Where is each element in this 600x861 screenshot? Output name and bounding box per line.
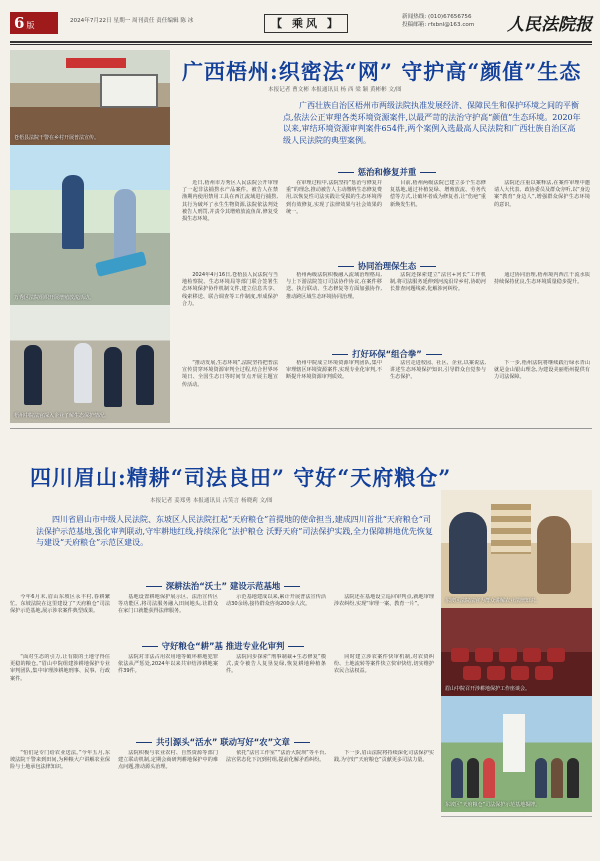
- photo-figure: [114, 189, 136, 263]
- photo-banner: [66, 58, 126, 68]
- text-column: 法院同步探索“刑事制裁+生态修复”模式,责令被告人复垦复绿,恢复耕地种植条件。: [226, 654, 326, 675]
- newspaper-logo: 人民法院报: [507, 15, 592, 35]
- photo-legal-outreach: [10, 50, 170, 145]
- issue-info: 2024年7月22日 星期一 周刊责任 责任编辑 陈 冰: [70, 18, 194, 24]
- email: 投稿邮箱: rfxbnl@163.com: [402, 22, 475, 28]
- photo-meeting: [441, 608, 592, 696]
- photo-seat: [499, 648, 517, 662]
- article2-section-body: [10, 594, 434, 636]
- text-column: 法院还在基地设立巡回审判点,就地审理涉农纠纷,实现“审理一案、教育一片”。: [334, 594, 434, 608]
- text-column: “推动发展,生态环境”,法院坚持把普法宣传贯穿环境资源审判全过程,结合世界环境日、全国生态日等时间节点开展主题宣传活动。: [182, 360, 278, 388]
- text-column: 法官走进校园、社区、企业,以案说法,讲述生态环境保护知识,引导群众自觉参与生态保护。: [390, 360, 486, 381]
- text-column: 2024年4月16日,苍梧县人民法院与当地检察院、生态环境局等部门联合签署生态环境保护协作机制文件,建立信息共享、线索移送、联合调查等工作制度,形成保护合力。: [182, 272, 278, 307]
- article-divider: [10, 428, 592, 429]
- text-column: 法院还注重以案释法,在案件审理中邀请人大代表、政协委员及群众旁听,以“身边案”教育“身边人”,增强群众保护生态环境的意识。: [494, 180, 590, 208]
- photo-caption: 东坡区法院法官为群众讲解农业法律知识。: [445, 598, 541, 604]
- photo-board: [100, 74, 158, 108]
- photo-figure: [136, 345, 154, 405]
- text-column: 示范基地建成以来,累计开展普法宣传活动30余场,接待群众咨询200余人次。: [226, 594, 326, 608]
- article2-section-heading: 守好粮仓“耕”基 推进专业化审判: [10, 640, 436, 652]
- contact-info: [402, 13, 474, 29]
- photo-figure: [567, 758, 579, 798]
- article2-lead: 四川省眉山市中级人民法院、东坡区人民法院扛起“天府粮仓”首提地的使命担当,建成四川首批“天府粮仓“司法保护示范基地,强化审判联动,守牢耕地红线,持续深化“法护粮仓 沃野天府”司法保护实践,全力保障耕地优先恢复与建设“天府粮仓”示范区建设。: [36, 515, 433, 547]
- column-name: 【 乘风 】: [264, 14, 348, 33]
- article1-section-heading: 惩治和修复并重: [182, 166, 592, 178]
- photo-seat: [463, 666, 481, 680]
- text-column: 近日,梧州市万秀区人民法院公开审理了一起非法捕捞水产品案件。被告人在禁渔期内使用禁用工具在西江流域进行捕捞,其行为破坏了水生生物资源,法院依法判处被告人刑罚,并责令其增殖放流鱼苗,修复受损生态环境。: [182, 180, 278, 223]
- photo-caption: 东坡区“天府粮仓”司法保护示范基地揭牌。: [445, 802, 541, 808]
- text-column: 法院还探索建立“法官+河长”工作机制,将司法服务延伸到河流沿岸乡村,协助河长排查问题线索,化解涉河纠纷。: [390, 272, 486, 293]
- text-column: “面对生态的引力,让有限的土地守得住更稳的粮仓。”眉山中院组建涉耕地保护专业审判团队,集中审理涉耕地刑事、民事、行政案件。: [10, 654, 110, 682]
- masthead-rule-thin: [10, 44, 592, 45]
- article2-section-body: [10, 654, 434, 734]
- text-column: 目前,梧州两级法院已建立多个生态修复基地,通过补植复绿、增殖放流、劳务代偿等方式,让破坏者成为修复者,让“伤疤”重新焕发生机。: [390, 180, 486, 208]
- article1-section-body: [182, 180, 590, 256]
- article1-title: 广西梧州:织密法“网” 守护高“颜值”生态: [182, 59, 582, 84]
- photo-figure: [449, 512, 487, 594]
- text-column: 法院积极与农业农村、自然资源等部门建立联动机制,定期会商研判耕地保护中的难点问题,推动源头治理。: [118, 750, 218, 771]
- text-column: 同时建立涉农案件快审机制,对农资纠纷、土地流转等案件快立快审快结,切实维护农民合法权益。: [334, 654, 434, 675]
- article1-byline: 本报记者 曹文彬 本报通讯员 杨 西 梁 颖 黄彬彬 文/图: [268, 87, 402, 93]
- masthead-rule: [10, 41, 592, 43]
- photo-figure: [74, 343, 92, 403]
- text-column: 下一步,眉山法院将持续深化司法保护实践,为守好“天府粮仓”贡献更多司法力量。: [334, 750, 434, 764]
- page-number: 6 版: [10, 12, 58, 34]
- photo-enterprise-visit: [10, 305, 170, 423]
- article1-section-heading: 打好环保“组合拳”: [182, 348, 592, 360]
- article1-section-body: [182, 360, 590, 424]
- article1-lead: 广西壮族自治区梧州市两级法院执准发展经济、保障民生和保护环境之间的平衡点,依法公正审理各类环境资源案件,以最严苛的法治守护高“颜值”生态环境。2020年以来,审结环境资源审判案件654件,两个案例入选最高人民法院和广西壮族自治区高级人民法院的典型案例。: [283, 101, 581, 145]
- photo-figure: [104, 347, 122, 407]
- text-column: 今年6月末,眉山东坡区永丰村,春耕繁忙。东坡法院在这里建设了“天府粮仓”司法保护示范基地,展示涉农案件典型成果。: [10, 594, 110, 615]
- text-column: 梧州两级法院积极融入流域治理格局,与上下游法院签订司法协作协议,在案件移送、执行联动、生态修复等方面加强协作,推动跨区域生态环境协同治理。: [286, 272, 382, 300]
- photo-caption: 苍梧县法院干警在乡村开展普法宣传。: [14, 135, 100, 141]
- photo-seat: [475, 648, 493, 662]
- text-column: 依托“法官工作室”“法治大院坝”等平台,法官常态化下沉到村组,提前化解矛盾纠纷。: [226, 750, 326, 764]
- footer-rule: [441, 816, 592, 817]
- article2-byline: 本报记者 姜郑勇 本报通讯员 古笑言 杨晓莉 文/图: [150, 498, 273, 504]
- text-column: 基地设置耕地保护展示区、法治宣传区等功能区,将司法服务融入田间地头,让群众在家门口就能获得法律服务。: [118, 594, 218, 615]
- photo-seat: [523, 648, 541, 662]
- text-column: “怕们是专门给农业送法。”今年五月,东坡法院干警来到田间,为种粮大户讲解农业保险与土地承包法律知识。: [10, 750, 110, 771]
- photo-monument: [503, 714, 525, 772]
- text-column: 通过协同治理,梧州境内西江干流水质持续保持优良,生态环境质量稳步提升。: [494, 272, 590, 286]
- article2-title: 四川眉山:精耕“司法良田” 守好“天府粮仓”: [30, 465, 452, 490]
- article2-section-body: [10, 750, 434, 854]
- photo-seat: [511, 666, 529, 680]
- photo-fish-release: [10, 145, 170, 305]
- photo-figure: [551, 758, 563, 798]
- article1-section-body: [182, 272, 590, 344]
- article2-section-heading: 深耕法治“沃土” 建设示范基地: [10, 580, 436, 592]
- article1-section-heading: 协同治理保生态: [182, 260, 592, 272]
- photo-figure: [535, 758, 547, 798]
- photo-seat: [451, 648, 469, 662]
- photo-figure: [467, 758, 479, 798]
- photo-figure: [62, 175, 84, 249]
- text-column: 下一步,梧州法院将继续践行绿水青山就是金山银山理念,为建设美丽梧州提供有力司法保障。: [494, 360, 590, 381]
- photo-caption: 万秀区法院组织开展增殖放流活动。: [14, 295, 95, 301]
- photo-legal-explanation: [441, 490, 592, 608]
- photo-figure: [483, 758, 495, 798]
- article2-section-heading: 共引源头“活水” 联动写好“农”文章: [10, 736, 436, 748]
- photo-shelf: [491, 504, 531, 554]
- photo-base-unveiling: [441, 696, 592, 812]
- photo-figure: [24, 345, 42, 405]
- text-column: 法院对非法占用农用地等破坏耕地犯罪依法从严惩处,2024年以来共审结涉耕地案件39件。: [118, 654, 218, 675]
- hotline: 新闻热线: (010)67656756: [402, 14, 472, 20]
- masthead: [10, 10, 592, 38]
- photo-seat: [535, 666, 553, 680]
- text-column: 在审理过程中,法院坚持“惩治与修复并重”的理念,推动被告人主动缴纳生态修复费用,以恢复性司法实践让受损的生态环境得到有效修复,实现了法律效果与社会效果的统一。: [286, 180, 382, 215]
- text-column: 梧州中院成立环境资源审判团队,集中审理辖区环境资源案件,实现专业化审判,不断提升环境资源审判质效。: [286, 360, 382, 381]
- photo-figure: [537, 516, 571, 594]
- photo-figure: [451, 758, 463, 798]
- photo-caption: 眉山中院召开涉耕地保护工作座谈会。: [445, 686, 531, 692]
- photo-caption: 梧州中院法官深入企业了解生态保护情况。: [14, 413, 110, 419]
- photo-seat: [487, 666, 505, 680]
- photo-seat: [547, 648, 565, 662]
